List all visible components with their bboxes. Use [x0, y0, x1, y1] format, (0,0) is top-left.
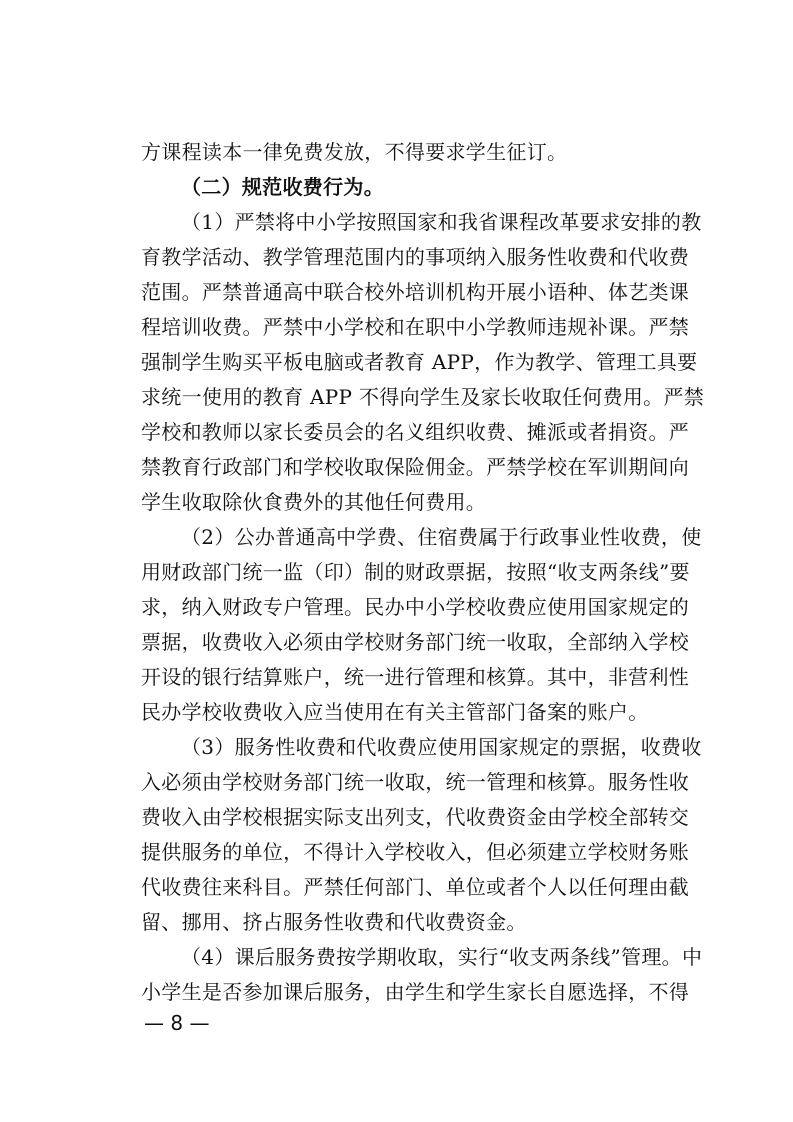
text-line: 代收费往来科目。严禁任何部门、单位或者个人以任何理由截	[141, 875, 690, 899]
text-line: 求统一使用的教育 APP 不得向学生及家长收取任何费用。严禁	[141, 385, 705, 409]
text-line: 方课程读本一律免费发放，不得要求学生征订。	[141, 140, 568, 164]
text-line: （1）严禁将中小学按照国家和我省课程改革要求安排的教	[181, 210, 702, 234]
text-line: （2）公办普通高中学费、住宿费属于行政事业性收费，使	[181, 525, 702, 549]
text-line: 学生收取除伙食费外的其他任何费用。	[141, 490, 487, 514]
section-heading: （二）规范收费行为。	[181, 175, 384, 199]
text-line: 提供服务的单位，不得计入学校收入，但必须建立学校财务账	[141, 840, 690, 864]
text-line: （3）服务性收费和代收费应使用国家规定的票据，收费收	[181, 735, 702, 759]
text-line: （4）课后服务费按学期收取，实行“收支两条线”管理。中	[181, 945, 703, 969]
text-line: 范围。严禁普通高中联合校外培训机构开展小语种、体艺类课	[141, 280, 690, 304]
text-line: 票据，收费收入必须由学校财务部门统一收取，全部纳入学校	[141, 630, 690, 654]
text-line: 开设的银行结算账户，统一进行管理和核算。其中，非营利性	[141, 665, 690, 689]
text-line: 入必须由学校财务部门统一收取，统一管理和核算。服务性收	[141, 770, 690, 794]
text-line: 留、挪用、挤占服务性收费和代收费资金。	[141, 910, 527, 934]
text-line: 小学生是否参加课后服务，由学生和学生家长自愿选择，不得	[141, 980, 690, 1004]
text-line: 民办学校收费收入应当使用在有关主管部门备案的账户。	[141, 700, 649, 724]
text-line: 学校和教师以家长委员会的名义组织收费、摊派或者捐资。严	[141, 420, 690, 444]
text-line: 强制学生购买平板电脑或者教育 APP，作为教学、管理工具要	[141, 350, 698, 374]
text-line: 育教学活动、教学管理范围内的事项纳入服务性收费和代收费	[141, 245, 690, 269]
text-line: 程培训收费。严禁中小学校和在职中小学教师违规补课。严禁	[141, 315, 690, 339]
text-line: 用财政部门统一监（印）制的财政票据，按照“收支两条线”要	[141, 560, 690, 584]
page-number: — 8 —	[144, 1011, 210, 1035]
text-line: 费收入由学校根据实际支出列支，代收费资金由学校全部转交	[141, 805, 690, 829]
text-line: 禁教育行政部门和学校收取保险佣金。严禁学校在军训期间向	[141, 455, 690, 479]
text-line: 求，纳入财政专户管理。民办中小学校收费应使用国家规定的	[141, 595, 690, 619]
